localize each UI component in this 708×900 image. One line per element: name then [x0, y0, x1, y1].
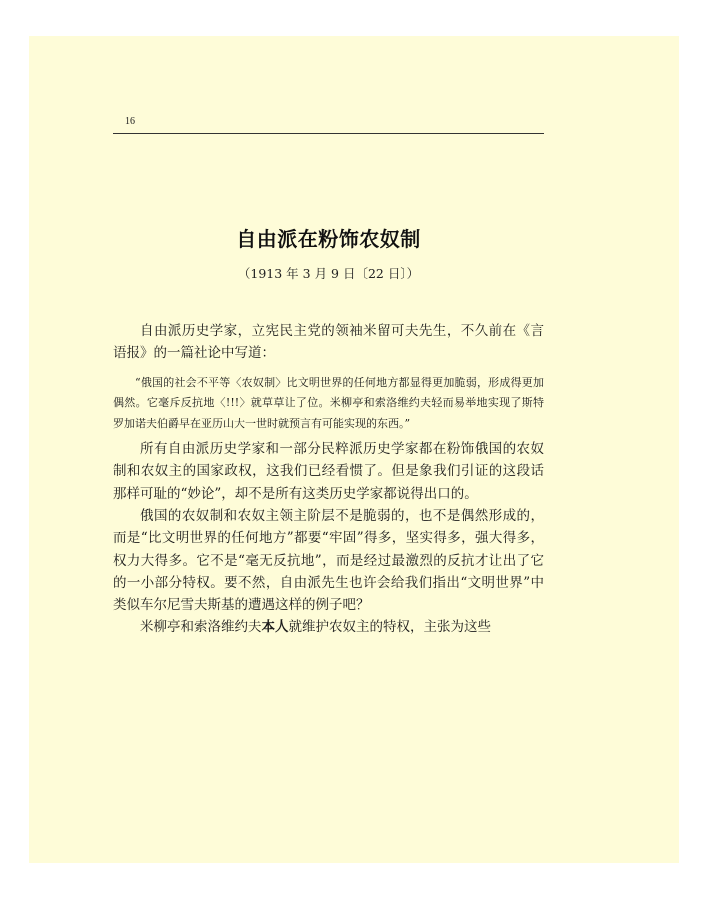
paragraph-1: 自由派历史学家，立宪民主党的领袖米留可夫先生，不久前在《言语报》的一篇社论中写道： — [113, 323, 544, 362]
paragraph-2: 所有自由派历史学家和一部分民粹派历史学家都在粉饰俄国的农奴制和农奴主的国家政权，这我们已经看惯了。但是象我们引证的这段话那样可耻的“妙论”，却不是所有这类历史学家都说得出口的。 — [113, 441, 544, 502]
block-quote: “俄国的社会不平等〈农奴制〉比文明世界的任何地方都显得更加脆弱，形成得更加偶然。它毫斥反抗地〈!!!〉就草草让了位。米柳亭和索洛维约夫轻而易举地实现了斯特罗加诺夫伯爵早在亚历山大一世时就预言有可能实现的东西。” — [113, 375, 544, 430]
header-rule — [113, 133, 544, 134]
page-number: 16 — [125, 116, 135, 127]
emphasis-text: 本人 — [261, 619, 289, 636]
article-title: 自由派在粉饰农奴制 — [236, 227, 421, 251]
article-body — [113, 320, 544, 639]
paragraph-4-end: 就维护农奴主的特权，主张为这些 — [288, 619, 491, 636]
paragraph-3: 俄国的农奴制和农奴主领主阶层不是脆弱的，也不是偶然形成的，而是“比文明世界的任何地方”都要“牢固”得多，坚实得多，强大得多，权力大得多。它不是“毫无反抗地”，而是经过最激烈的反抗才让出了它的一小部分特权。要不然，自由派先生也许会给我们指出“文明世界”中类似车尔尼雪夫斯基的遭遇这样的例子吧？ — [113, 507, 544, 614]
article-date: （1913 年 3 月 9 日〔22 日〕） — [237, 266, 420, 281]
paragraph-4 — [113, 616, 544, 638]
paragraph-4-start: 米柳亭和索洛维约夫 — [140, 619, 262, 636]
